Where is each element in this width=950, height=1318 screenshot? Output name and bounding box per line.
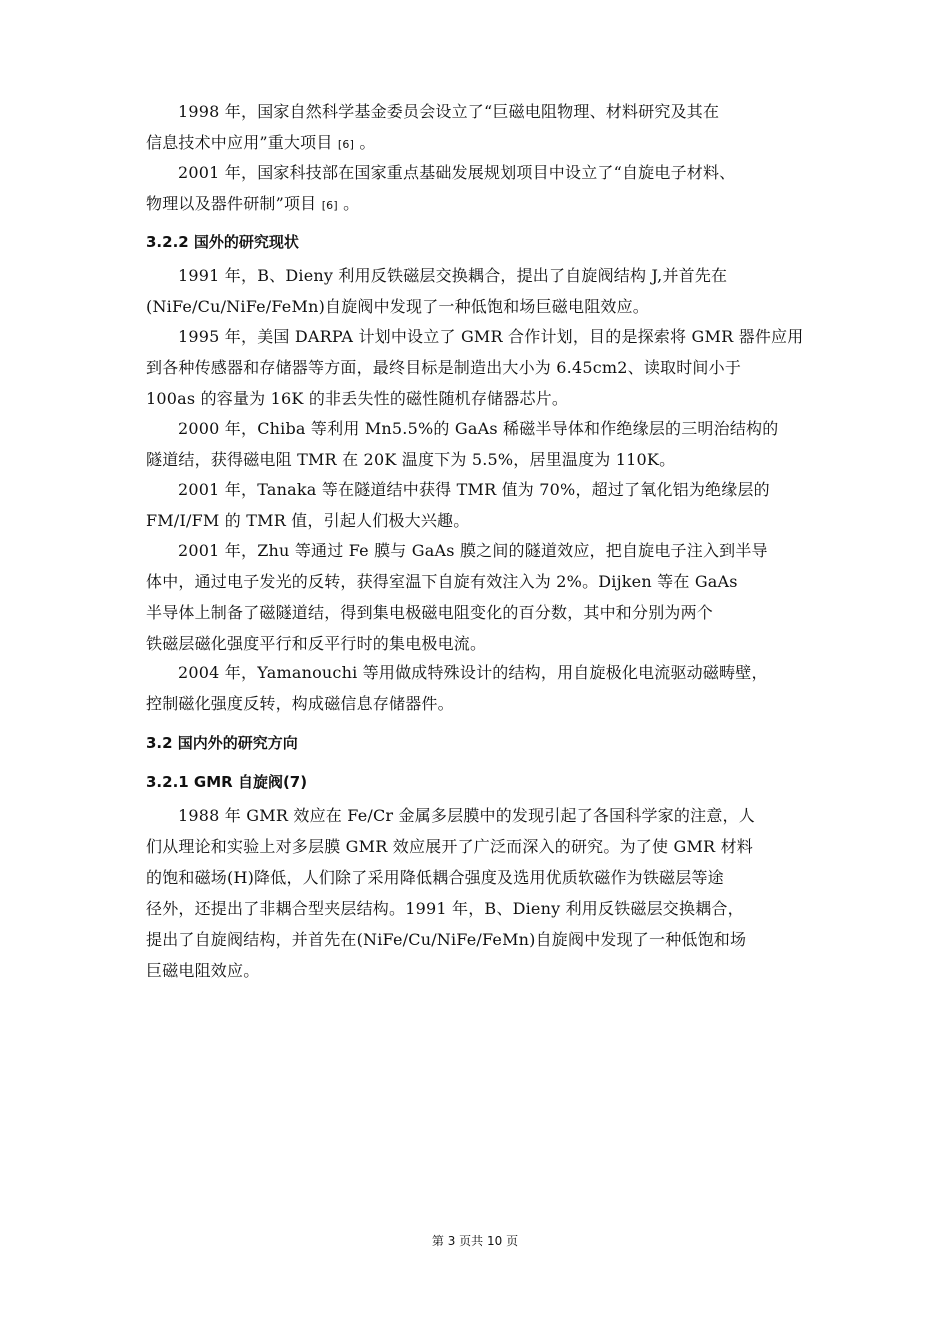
text-line: 铁磁层磁化强度平行和反平行时的集电极电流。 (146, 634, 487, 653)
paragraph-2004 (146, 657, 846, 719)
text-line: 2001 年，国家科技部在国家重点基础发展规划项目中设立了“自旋电子材料、 (178, 163, 736, 182)
paragraph-2000 (146, 413, 846, 475)
text-line: 1988 年 GMR 效应在 Fe/Cr 金属多层膜中的发现引起了各国科学家的注意，人 (178, 806, 755, 825)
paragraph-2001-zhu (146, 535, 846, 659)
text-line: 1991 年，B、Dieny 利用反铁磁层交换耦合，提出了自旋阀结构 J,并首先在 (178, 266, 728, 285)
text-line: 2001 年，Tanaka 等在隧道结中获得 TMR 值为 70%，超过了氧化铝为绝缘层的 (178, 480, 770, 499)
paragraph-1998 (146, 96, 846, 160)
text-line: 的饱和磁场(H)降低，人们除了采用降低耦合强度及选用优质软磁作为铁磁层等途 (146, 868, 724, 887)
text-line: 半导体上制备了磁隧道结，得到集电极磁电阻变化的百分数，其中和分别为两个 (146, 603, 714, 622)
text-line: 2001 年，Zhu 等通过 Fe 膜与 GaAs 膜之间的隧道效应，把自旋电子注入到半导 (178, 541, 768, 560)
text-line: 体中，通过电子发光的反转，获得室温下自旋有效注入为 2%。Dijken 等在 GaAs (146, 572, 738, 591)
text-span: 信息技术中应用”重大项目 (146, 133, 333, 152)
section-heading-3-2-2: 3.2.2 国外的研究现状 (146, 233, 299, 251)
paragraph-2001-moST (146, 157, 846, 221)
text-line (146, 127, 846, 160)
text-line: 巨磁电阻效应。 (146, 961, 260, 980)
paragraph-1991 (146, 260, 846, 322)
paragraph-gmr-spin-valve (146, 800, 846, 986)
citation-ref: [6] (337, 138, 355, 151)
text-line: 们从理论和实验上对多层膜 GMR 效应展开了广泛而深入的研究。为了使 GMR 材料 (146, 837, 753, 856)
text-line: 隧道结，获得磁电阻 TMR 在 20K 温度下为 5.5%，居里温度为 110K。 (146, 450, 676, 469)
text-line: 2004 年，Yamanouchi 等用做成特殊设计的结构，用自旋极化电流驱动磁畴壁， (178, 663, 768, 682)
text-line: 提出了自旋阀结构，并首先在(NiFe/Cu/NiFe/FeMn)自旋阀中发现了一种低饱和场 (146, 930, 747, 949)
paragraph-1995 (146, 321, 846, 414)
paragraph-2001-tanaka (146, 474, 846, 536)
section-heading-3-2: 3.2 国内外的研究方向 (146, 734, 298, 752)
text-line: 径外，还提出了非耦合型夹层结构。1991 年，B、Dieny 利用反铁磁层交换耦合， (146, 899, 744, 918)
text-line: 1995 年，美国 DARPA 计划中设立了 GMR 合作计划，目的是探索将 GMR 器件应用 (178, 327, 804, 346)
citation-ref: [6] (321, 199, 338, 212)
text-line: 2000 年，Chiba 等利用 Mn5.5%的 GaAs 稀磁半导体和作绝缘层的三明治结构的 (178, 419, 779, 438)
text-line (146, 188, 846, 221)
text-span: 。 (359, 133, 376, 152)
text-line: FM/I/FM 的 TMR 值，引起人们极大兴趣。 (146, 511, 470, 530)
text-line: 到各种传感器和存储器等方面，最终目标是制造出大小为 6.45cm2、读取时间小于 (146, 358, 742, 377)
text-span: 。 (343, 194, 360, 213)
page-footer: 第 3 页共 10 页 (431, 1234, 519, 1248)
text-line: 1998 年，国家自然科学基金委员会设立了“巨磁电阻物理、材料研究及其在 (178, 102, 720, 121)
text-line: 控制磁化强度反转，构成磁信息存储器件。 (146, 694, 454, 713)
section-heading-3-2-1: 3.2.1 GMR 自旋阀(7) (146, 773, 308, 791)
text-line: 100as 的容量为 16K 的非丢失性的磁性随机存储器芯片。 (146, 389, 569, 408)
text-line: (NiFe/Cu/NiFe/FeMn)自旋阀中发现了一种低饱和场巨磁电阻效应。 (146, 297, 650, 316)
text-span: 物理以及器件研制”项目 (146, 194, 317, 213)
